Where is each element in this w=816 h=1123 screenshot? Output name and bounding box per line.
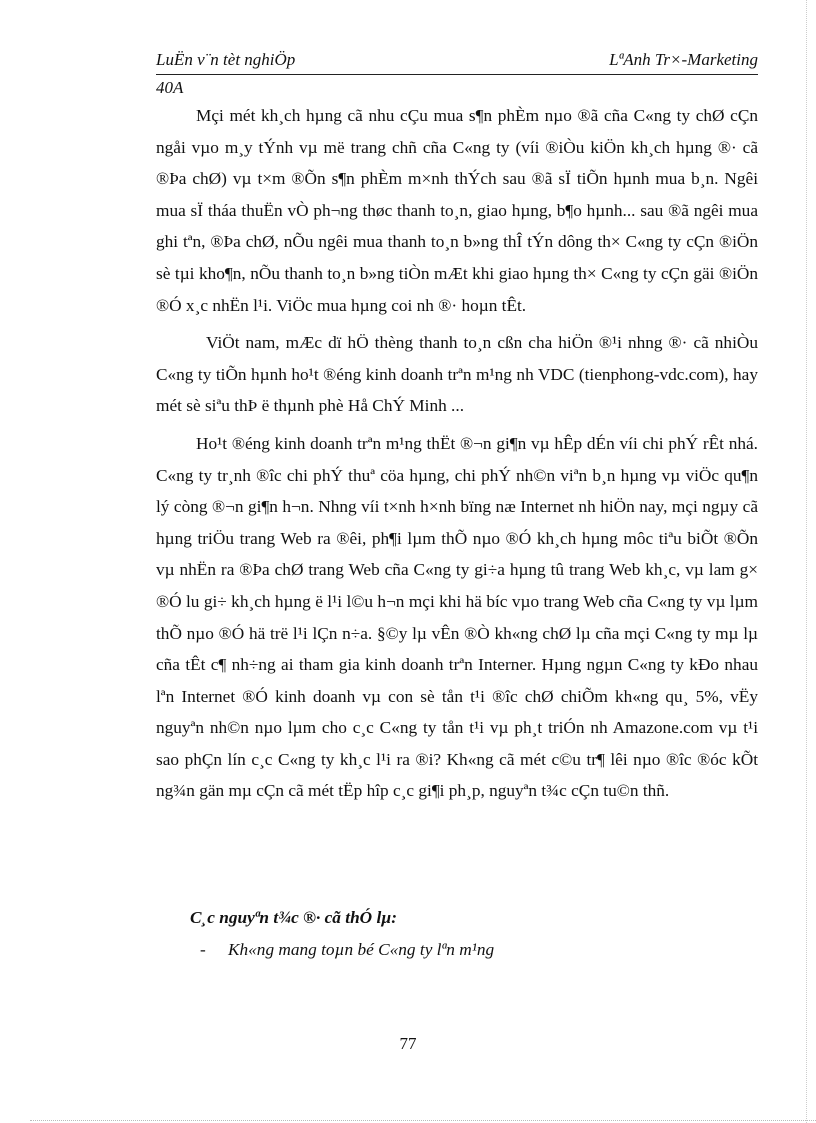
header-left-title: LuËn v¨n tèt nghiÖp	[156, 50, 296, 69]
header-class-code: 40A	[156, 78, 184, 97]
bullet-item	[200, 940, 700, 960]
body-text	[156, 100, 758, 813]
paragraph-1: Mçi mét kh¸ch hµng cã nhu cÇu mua s¶n phÈm nµo ®ã cña C«ng ty chØ cÇn ngåi vµo m¸y tÝnh vµ më trang chñ cña C«ng ty (víi ®iÒu kiÖn kh¸ch hµng ®· cã ®Þa chØ) vµ t×m ®Õn s¶n phÈm m×nh thÝch sau ®ã sÏ tiÕn hµnh mua b¸n. Ngêi mua sÏ tháa thuËn vÒ ph¬ng thøc thanh to¸n, giao hµng, b¶o hµnh... sau ®ã ngêi mua ghi tªn, ®Þa chØ, nÕu ngêi mua thanh to¸n b»ng thÎ tÝn dông th× C«ng ty cÇn ®iÖn sè tµi kho¶n, nÕu thanh to¸n b»ng tiÒn mÆt khi giao hµng th× C«ng ty cÇn gäi ®iÖn ®Ó x¸c nhËn l¹i. ViÖc mua hµng coi nh ®· hoµn tÊt.	[156, 106, 758, 315]
header-right-author: LªAnh Tr×-Marketing	[609, 50, 758, 69]
section-subheading: C¸c nguyªn t¾c ®· cã thÓ lµ:	[190, 908, 397, 927]
page-right-border	[806, 0, 807, 1123]
page-bottom-border	[30, 1120, 816, 1121]
running-header	[156, 48, 758, 75]
paragraph-2: ViÖt nam, mÆc dï hÖ thèng thanh to¸n cßn cha hiÖn ®¹i nhng ®· cã nhiÒu C«ng ty tiÕn hµnh ho¹t ®éng kinh doanh trªn m¹ng nh VDC (tienphong-vdc.com), hay mét sè siªu thÞ ë thµnh phè Hå ChÝ Minh ...	[156, 333, 758, 416]
bullet-text: Kh«ng mang toµn bé C«ng ty lªn m¹ng	[228, 940, 495, 959]
paragraph-3: Ho¹t ®éng kinh doanh trªn m¹ng thËt ®¬n gi¶n vµ hÊp dÉn víi chi phÝ rÊt nhá. C«ng ty tr¸nh ®îc chi phÝ thuª cöa hµng, chi phÝ nh©n viªn b¸n hµng vµ viÖc qu¶n lý còng ®¬n gi¶n h¬n. Nhng víi t×nh h×nh bïng næ Internet nh hiÖn nay, mçi ngµy cã hµng triÖu trang Web ra ®êi, ph¶i lµm thÕ nµo ®Ó kh¸ch hµng môc tiªu biÕt ®Õn vµ nhËn ra ®Þa chØ trang Web cña C«ng ty gi÷a hµng tû trang Web kh¸c, vµ lam g× ®Ó lu gi÷ kh¸ch hµng ë l¹i l©u h¬n mçi khi hä bíc vµo trang Web cña C«ng ty vµ lµm thÕ nµo ®Ó hä trë l¹i lÇn n÷a. §©y lµ vÊn ®Ò kh«ng chØ lµ cña mçi C«ng ty mµ lµ cña tÊt c¶ nh÷ng ai tham gia kinh doanh trªn Interner. Hµng ngµn C«ng ty kÐo nhau lªn Internet ®Ó kinh doanh vµ con sè tån t¹i ®îc chØ chiÕm kh«ng qu¸ 5%, vËy nguyªn nh©n nµo lµm cho c¸c C«ng ty tån t¹i vµ ph¸t triÓn nh Amazone.com vµ t¹i sao phÇn lín c¸c C«ng ty kh¸c l¹i ra ®i? Kh«ng cã mét c©u tr¶ lêi nµo ®îc ®óc kÕt ng¾n gän mµ cÇn cã mét tËp hîp c¸c gi¶i ph¸p, nguyªn t¾c cÇn tu©n thñ.	[156, 433, 758, 801]
bullet-marker: -	[200, 940, 206, 959]
page-number: 77	[399, 1034, 417, 1053]
